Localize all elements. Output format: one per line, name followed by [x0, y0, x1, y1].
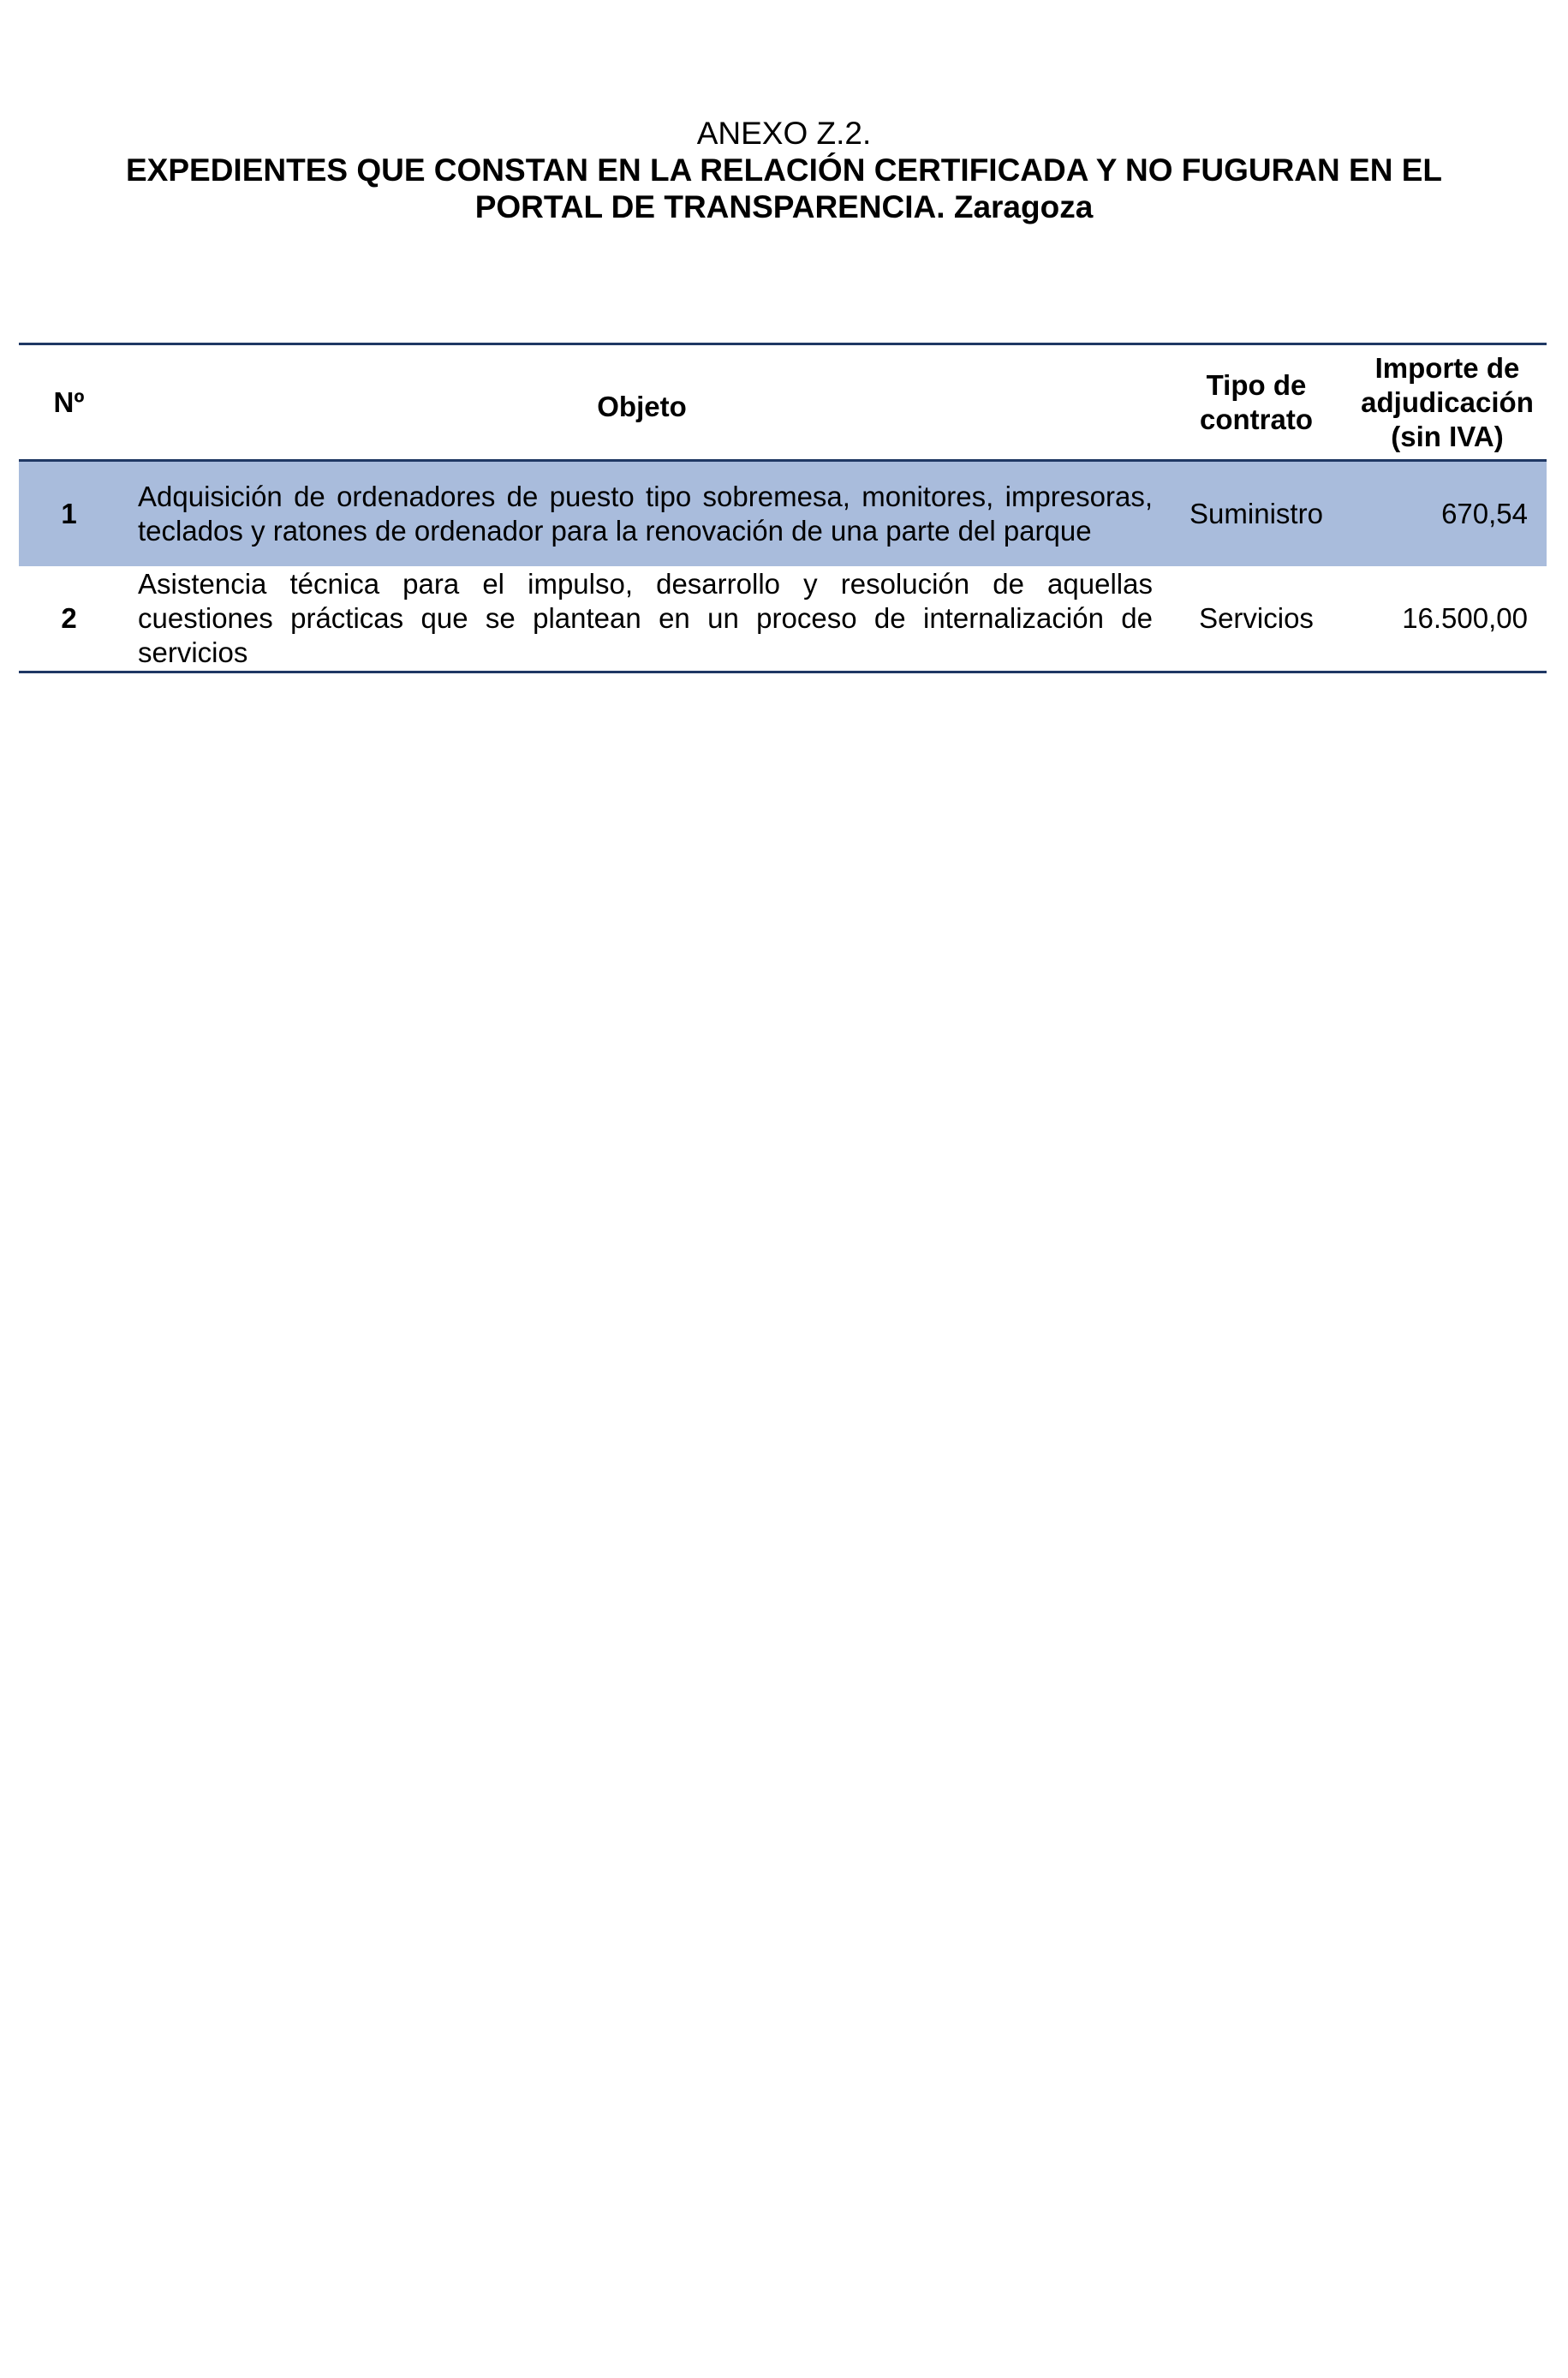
- header-importe-line-1: Importe de: [1374, 351, 1520, 384]
- header-objeto: Objeto: [119, 344, 1165, 461]
- annex-heading: ANEXO Z.2.: [696, 116, 872, 151]
- header-tipo: [1165, 344, 1348, 461]
- header-importe: [1348, 344, 1547, 461]
- row-tipo: Servicios: [1199, 602, 1314, 634]
- document-title-block: [0, 115, 1568, 225]
- header-importe-line-3: (sin IVA): [1391, 420, 1504, 452]
- header-importe-line-2: adjudicación: [1361, 385, 1534, 418]
- header-tipo-line-1: Tipo de: [1206, 368, 1307, 401]
- annex-subtitle-line-2: PORTAL DE TRANSPARENCIA. Zaragoza: [474, 189, 1094, 224]
- row-num: 2: [61, 602, 77, 634]
- annex-subtitle-line-1: EXPEDIENTES QUE CONSTAN EN LA RELACIÓN CERTIFICADA Y NO FUGURAN EN EL: [126, 152, 1442, 188]
- table-header-row: [19, 344, 1547, 461]
- row-objeto: Adquisición de ordenadores de puesto tipo sobremesa, monitores, impresoras, teclados y ratones de ordenador para la renovación de una parte del parque: [119, 461, 1165, 567]
- expedientes-table: [19, 343, 1547, 673]
- row-tipo: Suministro: [1165, 461, 1348, 567]
- header-tipo-line-2: contrato: [1200, 403, 1313, 435]
- row-importe: 16.500,00: [1402, 602, 1528, 634]
- header-num: Nº: [19, 344, 119, 461]
- row-objeto: Asistencia técnica para el impulso, desarrollo y resolución de aquellas cuestiones prácticas que se plantean en un proceso de internalización de servicios: [138, 568, 1153, 668]
- table-row: [19, 461, 1547, 567]
- table-row: [19, 566, 1547, 672]
- row-num: 1: [19, 461, 119, 567]
- row-importe: 670,54: [1348, 461, 1547, 567]
